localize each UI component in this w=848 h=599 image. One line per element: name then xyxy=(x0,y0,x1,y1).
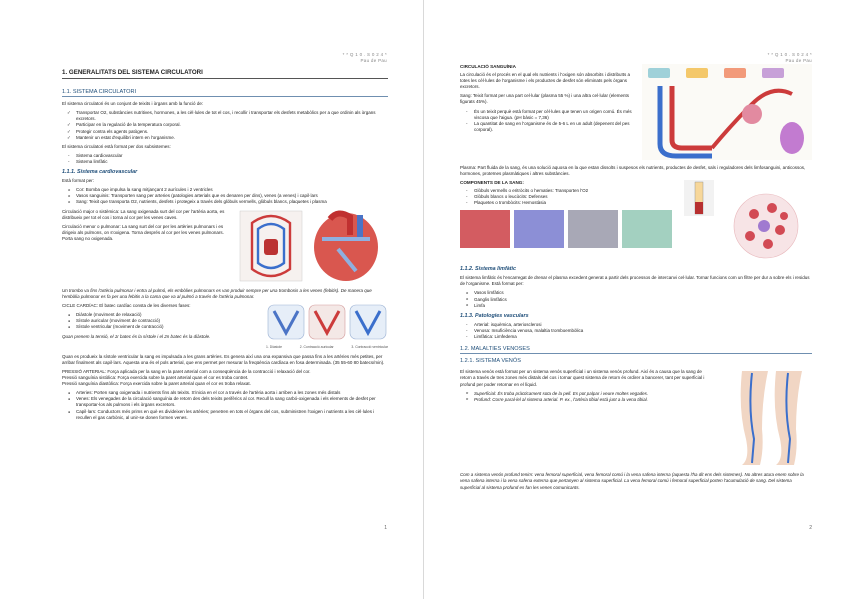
leukocyte-photo xyxy=(514,210,564,248)
subsystem-item: - Sistema limfàtic xyxy=(62,159,388,165)
paragraph-minor-circulation: Circulació menor o pulmonar: La sang surt del cor per les artèries pulmonars i es dirigeix als pulmons, on s'oxigena. Torna després al cor per les venes pulmonars. Porta sang no oxigenada. xyxy=(62,223,224,241)
page-header: * * Q 1 0 . S 0 2 4 * Pau de Pau xyxy=(767,52,812,63)
white-cell xyxy=(758,220,770,232)
phase-label: 1. Diàstole xyxy=(266,344,283,349)
cardio-item: o Sang: Teixit que transporta O2, nutrients, desfets i protegeix a través dels glòbuls vermells, glòbuls blancs, plaquetes i plasma xyxy=(62,199,388,205)
phase-item: ● Sístole ventricular (moviment de contracció) xyxy=(62,324,388,330)
paragraph: El sistema circulatori està format per dos subsistemes: xyxy=(62,143,171,149)
blood-cells-photos xyxy=(460,210,674,250)
lymph-heading: 1.1.2. Sistema limfàtic xyxy=(460,266,517,273)
page-number: 1 xyxy=(384,525,387,531)
platelets-photo xyxy=(622,210,672,248)
blood-sub-item: - És un teixit perquè està format per cèl·lules que tenen un origen comú. És més viscosa que l'aigua. (pH bàsic = 7,36) xyxy=(460,109,812,121)
page-header: * * Q 1 0 . S 0 2 4 * Pau de Pau xyxy=(342,52,387,63)
function-item: ✓ Mantenir un estat d'equilibri intern en l'organisme. xyxy=(62,135,388,141)
paragraph: La circulació és el procés en el qual els nutrients i l'oxigen són absorbits i distribuïts a totes les cèl·lules de l'organisme i els productes de desfet són eliminats pels òrgans excretors. xyxy=(460,72,630,90)
pathology-item: - Venosa: Insuficiència venosa, malaltia tromboembòlica xyxy=(460,328,812,334)
paragraph: El sistema limfàtic és l'encarregat de drenar el plasma excedent generat a partir dels processos de intercanvi cel·lular. Tornar funcions com un filtre per dur a sobre els i residus de l'organisme. Està format per: xyxy=(460,275,810,287)
component-item: - Glòbuls vermells o eritròcits o hematies: Transporten l'O2 xyxy=(460,188,812,194)
subsystem-item: - Sistema cardiovascular xyxy=(62,153,388,159)
leg-left-illustration xyxy=(741,371,768,465)
cardio-item: o Vasos sanguinis: Transporten sang per arteries (patologies arterials que es denaren per dins), venes (a venes) i capil·lars xyxy=(62,193,388,199)
circulation-diagram-figure xyxy=(238,209,388,283)
pathologies-heading: 1.1.3. Patologies vasculars xyxy=(460,312,529,319)
pressure-line: Pressió sanguínia sistòlica: Força exercida sobre la paret arterial quan el cor es troba contret. xyxy=(62,375,249,381)
cardiac-cycle-title: CICLE CARDÍAC: El batec cardíac consta de les diverses fases: xyxy=(62,302,191,308)
vessel-item: ● Capil·lars: Conductors més prims en què es divideixen les artèries; penetren en tots el òrgans del cos, subministren l'oxigen i nutrients a les cèl·lules i recullen el gas carbònic, al unir-se donen formen venes. xyxy=(62,409,388,421)
venous-system-heading: 1.2.1. SISTEMA VENÓS xyxy=(460,358,521,365)
red-cells-photo xyxy=(460,210,510,248)
components-heading: COMPONENTS DE LA SANG: xyxy=(460,180,524,186)
lymph-item: o Ganglis limfàtics xyxy=(460,297,812,303)
paragraph-note: Com a sistema venós profund tenim: vena femoral superficial, vena femoral comú i la vena safena interna (aquesta l'ha dit ens dels sistemes). No altres atura enem sobre la vena safena interna i la vena safena externa que pertanyen al sistema superficial. La vena femoral comú i femoral superficial porten l'acumulació de sang. Del sistema superficial al sistema profund es fan les venes comunicants. xyxy=(460,472,804,490)
paragraph-note: Un trombo va fins l'artèria pulmonar i entra al pulmó, els embòlies pulmonars es van produir sempre per una trombosis a les venes (febitis). De manera que l'embòlia pulmonar es fa per una febitis a la cama que va al pulmó a través de l'artèria pulmonar. xyxy=(62,287,372,299)
cardio-item: o Cor: Bomba que impulsa la sang mitjançant 2 aurícules i 2 ventricles xyxy=(62,187,388,193)
paragraph-sang: Sang: Teixit format per una part cel·lular (plasma 55 %) i una altra cel·lular (elements figurats 45%). xyxy=(460,93,629,105)
blood-sub-item: - La quantitat de sang en l'organisme és de 5-6 L en un adult (depenent del pes corporal). xyxy=(460,121,812,133)
function-item: ✓ Transportar O2, substàncies nutritives, hormones, a les cèl·lules de tot el cos, i recollir i transportar els desfets metabòlics per a que ordinin als òrgans excretors. xyxy=(62,110,388,122)
venous-item: o Profund: Corre paral·lel al sistema arterial. P. ex., l'artèria tibial està junt a la vena tibial. xyxy=(460,397,812,403)
lymph-item: o Limfa xyxy=(460,303,812,309)
heart-icon xyxy=(264,239,278,255)
paragraph: El sistema venós està format per un sistema venós superficial i un sistema venós profund. Així és a causa que la sang de retorn a través de tres zones més distals del cos i tornar quest sistema de retorn és ordirer a bancerer, tant per superficial i profund per poder retornar en el líquid. xyxy=(460,369,705,387)
venous-item: o Superficial: És troba pràcticament sota de la pell. Es pot palpar i veure moltes vegades. xyxy=(460,391,812,397)
paragraph-pulse: Quan es produeix la sístole ventricular la sang es impulsada a les grans artèries. Es genera així una ona expansiva que passa fins a les artèries més petites, per arribar finalment als capil·lars. Aquesta ona és el pols arterial, que ens permet per mesurar la freqüència cardíaca en fosa determinada. (35 55-60 80 batecs/min). xyxy=(62,353,385,365)
heart-illustration xyxy=(314,213,378,281)
subsection-heading: 1.1.1. Sistema cardiovascular xyxy=(62,169,138,176)
main-title: 1. GENERALITATS DEL SISTEMA CIRCULATORI xyxy=(62,70,388,79)
paragraph: Està format per: xyxy=(62,178,95,184)
pathology-item: - Arterial: isquèmica, arteriosclerosi xyxy=(460,322,812,328)
pressure-line: Pressió sanguínia diastòlica: Força exercida sobre la paret arterial quan el cor es troba relaxat. xyxy=(62,381,251,387)
function-item: ✓ Protegir contra els agents patògens. xyxy=(62,129,388,135)
page-2 xyxy=(424,0,848,599)
section-heading: 1.1. SISTEMA CIRCULATORI xyxy=(62,89,388,97)
pathology-item: - Limfàtica: Limfedema xyxy=(460,334,812,340)
page-1-content xyxy=(62,70,388,421)
vessel-item: ● Venes: Els venegades de la circulació sanguínia de retorn des dels teixits perifèrics al cor. Recull la sang carbó-oxigenada i els elements de desfet per transportar-los als pulmons i els òrgans excretors. xyxy=(62,396,388,408)
paragraph: Quan prenem la tensió, el 1r batec és la sístole i el 2n batec és la diàstole. xyxy=(62,334,211,340)
function-item: ✓ Participar en la regulació de la temperatura corporal. xyxy=(62,122,388,128)
paragraph: El sistema circulatori és un conjunt de teixits i òrgans amb la funció de: xyxy=(62,101,204,107)
phase-item: ● Diàstole (moviment de relaxació) xyxy=(62,312,388,318)
phase-item: ● Sístole auricular (moviment de contracció) xyxy=(62,318,388,324)
page-number: 2 xyxy=(809,525,812,531)
venous-diseases-heading: 1.2. MALALTIES VENOSES xyxy=(460,346,812,354)
component-item: - Plaquetes o trombòcits: Hemostàsia xyxy=(460,200,812,206)
cells-photo xyxy=(568,210,618,248)
pressure-intro: PRESSIÓ ARTERIAL: Força aplicada per la sang en la paret arterial com a conseqüència de la contracció i relaxació del cor. xyxy=(62,368,311,374)
vessel-item: ● Arteries: Porten sang oxigenada i nutrients fins als teixits. S'inicia en el cor a través de l'artèria aorta i arriben a les zones més distals xyxy=(62,390,388,396)
paragraph-major-circulation: Circulació major o sistèmica: La sang oxigenada surt del cor per l'artèria aorta, es distribueix per tot el cos i torna al cor per les venes caves. xyxy=(62,208,225,220)
leg-veins-figure xyxy=(712,369,812,467)
phase-label: 2. Contracció auricular xyxy=(299,344,334,349)
component-item: - Glòbuls blancs o leucòcits: Defenses xyxy=(460,194,812,200)
page-2-content xyxy=(460,64,812,494)
blood-circulation-heading: CIRCULACIÓ SANGUÍNIA xyxy=(460,64,516,69)
paragraph-plasma: Plasma: Part fluida de la sang, és una solució aquosa en la que estan dissolts i suspesos els nutrients, productes de desfet, sals i reguladores dels limfosanguini, anticossos, hormones, proteïnes plasmàtiques i altres substàncies. xyxy=(460,165,806,177)
phase-label: 3. Contracció ventricular xyxy=(351,344,388,349)
lymph-item: o Vasos limfàtics xyxy=(460,290,812,296)
